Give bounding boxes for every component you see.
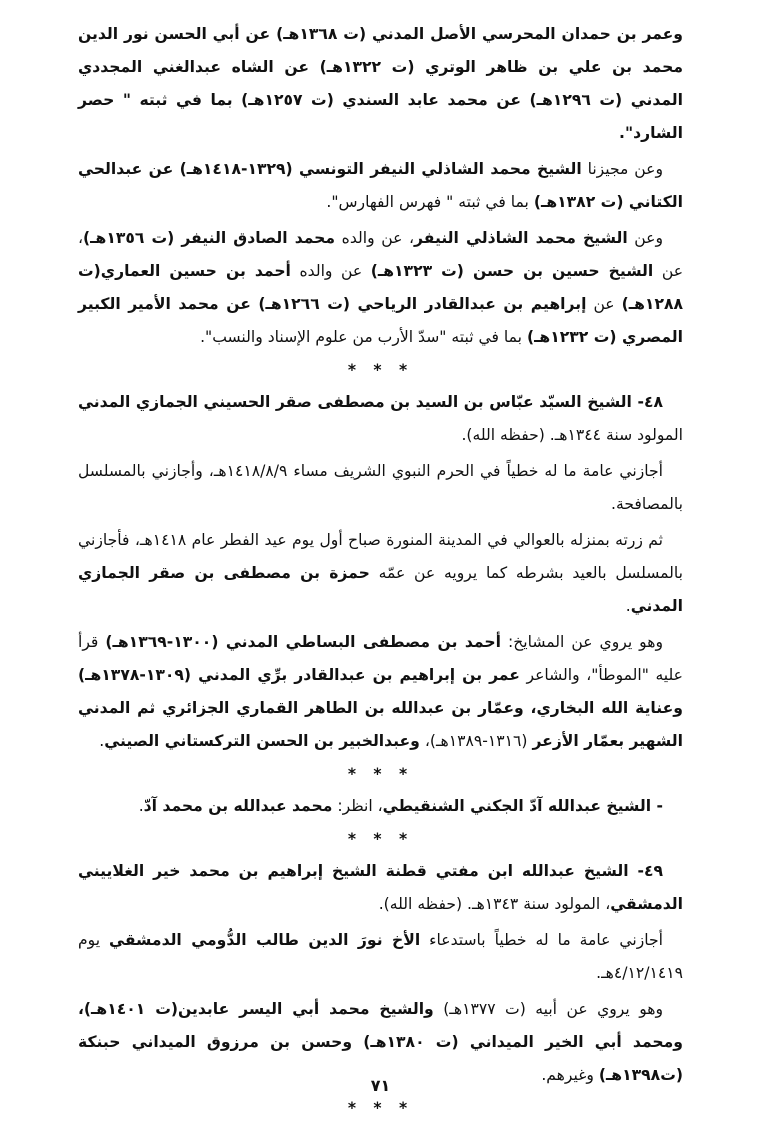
text-run: أجازني عامة ما له خطياً باستدعاء	[420, 931, 664, 949]
text-run: وغيرهم.	[541, 1066, 599, 1084]
text-run: .	[99, 732, 105, 750]
bold-text-run: الشيخ حسين بن حسن (ت ١٣٢٣هـ)	[370, 262, 654, 280]
bold-text-run: محمد الصادق النيفر (ت ١٣٥٦هـ)	[83, 229, 336, 247]
section-separator: * * *	[347, 1099, 414, 1117]
paragraph-p4	[78, 386, 683, 452]
bold-text-run: ٤٨- الشيخ السيّد عبّاس بن السيد بن مصطفى صقر الحسيني الجمازي المدني	[78, 393, 663, 411]
paragraph-p3	[78, 222, 683, 354]
text-run: ثم زرته بمنزله بالعوالي في المدينة المنورة صباح أول يوم عيد الفطر عام ١٤١٨هـ، فأجازني بالمسلسل بالعيد بشرطه كما يرويه عن عمّه	[78, 531, 683, 582]
bold-text-run: - الشيخ عبدالله آدّ الجكني الشنقيطي	[382, 797, 663, 815]
text-run: عن	[586, 295, 622, 313]
bold-text-run: عمر بن إبراهيم بن عبدالقادر برِّي المدني (١٣٠٩-١٣٧٨هـ) وعناية الله البخاري، وعمّار بن عبدالله بن الطاهر القماري الجزائري ثم المدني الشهير بعمّار الأزعر	[78, 666, 683, 750]
text-run: ، عن	[78, 229, 683, 280]
text-run: .	[625, 597, 631, 615]
text-run: بما في ثبته " فهرس الفهارس".	[326, 193, 534, 211]
paragraph-p7	[78, 626, 683, 758]
text-run: وهو يروي عن أبيه (ت ١٣٧٧هـ)	[433, 1000, 664, 1018]
text-run: المولود سنة ١٣٤٤هـ. (حفظه الله).	[461, 426, 683, 444]
paragraph-p5	[78, 455, 683, 521]
text-run: وعن مجيزنا	[581, 160, 663, 178]
bold-text-run: الأخ نورَ الدين طالب الدُّومي الدمشقي	[109, 931, 421, 949]
text-run: يوم ٤/١٢/١٤١٩هـ.	[78, 931, 683, 982]
bold-text-run: إبراهيم بن عبدالقادر الرياحي (ت ١٢٦٦هـ) عن محمد الأمير الكبير المصري (ت ١٢٣٢هـ)	[78, 295, 683, 346]
bold-text-run: أحمد بن مصطفى البساطي المدني (١٣٠٠-١٣٦٩هـ)	[105, 633, 501, 651]
bold-text-run: ٤٩- الشيخ عبدالله ابن مفتي قطنة الشيخ إبراهيم بن محمد خير الغلاييني الدمشقي	[78, 862, 683, 913]
text-run: أجازني عامة ما له خطياً في الحرم النبوي الشريف مساء ١٤١٨/٨/٩هـ، وأجازني بالمسلسل بالمصافحة.	[78, 462, 683, 513]
section-separator: * * *	[347, 830, 414, 848]
page-number: ٧١	[370, 1076, 391, 1095]
paragraph-p10	[78, 924, 683, 990]
bold-text-run: والشيخ محمد أبي اليسر عابدين(ت ١٤٠١هـ)، ومحمد أبي الخير الميداني (ت ١٣٨٠هـ) وحسن بن مرزوق الميداني حبنكة (ت١٣٩٨هـ)	[78, 1000, 683, 1084]
paragraph-p8	[78, 790, 683, 823]
text-run: وهو يروي عن المشايخ:	[500, 633, 663, 651]
paragraph-p6	[78, 524, 683, 623]
text-run: ، المولود سنة ١٣٤٣هـ. (حفظه الله).	[378, 895, 611, 913]
paragraph-p2	[78, 153, 683, 219]
section-separator: * * *	[347, 765, 414, 783]
text-run: (١٣١٦-١٣٨٩هـ)،	[419, 732, 533, 750]
text-run: ، عن والده	[335, 229, 415, 247]
bold-text-run: محمد عبدالله بن محمد آدّ	[143, 797, 333, 815]
text-run: وعن	[627, 229, 663, 247]
text-run: ، انظر:	[332, 797, 383, 815]
text-run: .	[138, 797, 144, 815]
text-run: قرأ عليه "الموطأ"، والشاعر	[78, 633, 683, 684]
paragraph-p1	[78, 18, 683, 150]
bold-text-run: وعبدالخبير بن الحسن التركستاني الصيني	[104, 732, 420, 750]
text-run: عن والده	[290, 262, 371, 280]
bold-text-run: الشيخ محمد الشاذلي النيفر	[414, 229, 628, 247]
section-separator: * * *	[347, 361, 414, 379]
bold-text-run: الشيخ محمد الشاذلي النيفر التونسي (١٣٢٩-١٤١٨هـ) عن عبدالحي الكتاني (ت ١٣٨٢هـ)	[78, 160, 683, 211]
page-body	[78, 18, 683, 1124]
text-run: بما في ثبته "سدّ الأرب من علوم الإسناد والنسب".	[200, 328, 527, 346]
bold-text-run: وعمر بن حمدان المحرسي الأصل المدني (ت ١٣٦٨هـ) عن أبي الحسن نور الدين محمد بن علي بن ظاهر الوتري (ت ١٣٢٢هـ) عن الشاه عبدالغني المجددي المدني (ت ١٢٩٦هـ) عن محمد عابد السندي (ت ١٢٥٧هـ) بما في ثبته " حصر الشارد".	[78, 25, 684, 142]
paragraph-p9	[78, 855, 683, 921]
bold-text-run: حمزة بن مصطفى بن صقر الجمازي المدني	[78, 564, 683, 615]
bold-text-run: أحمد بن حسين العماري(ت ١٢٨٨هـ)	[78, 262, 683, 313]
